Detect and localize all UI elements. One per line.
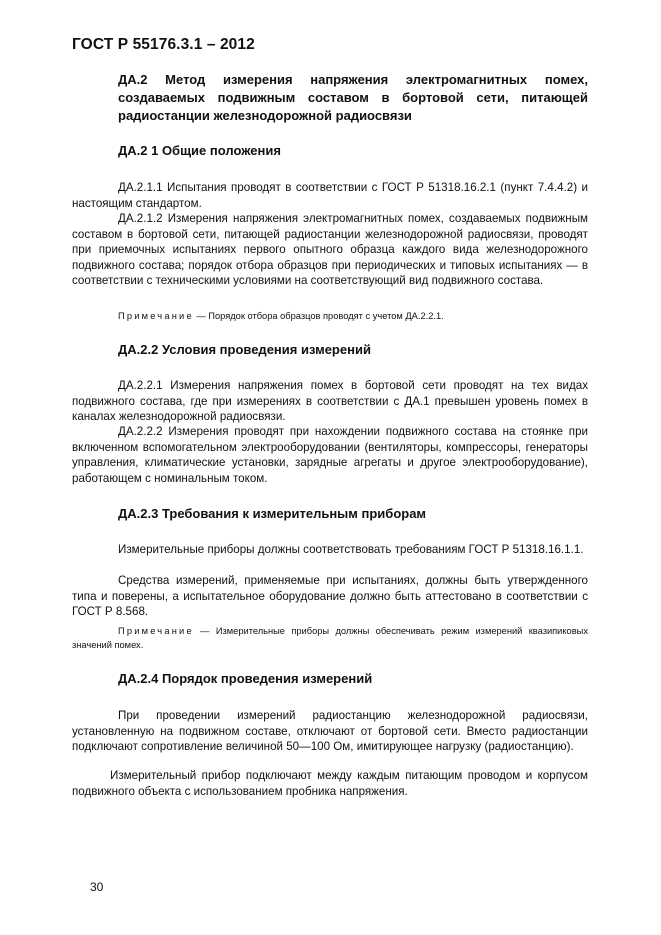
note xyxy=(72,624,588,652)
section-title: ДА.2 Метод измерения напряжения электромагнитных помех, создаваемых подвижным составом в бортовой сети, питающей радиостанции железнодорожной радиосвязи xyxy=(118,72,588,123)
note xyxy=(72,309,588,323)
subsection-title: ДА.2 1 Общие положения xyxy=(118,143,281,158)
note-label: Примечание xyxy=(118,311,194,321)
paragraph: ДА.2.1.2 Измерения напряжения электромагнитных помех, создаваемых подвижным составом в бортовой сети, питающей радиостанции железнодорожной радиосвязи, проводят при приемочных испытаниях первого опытного образца каждого вида железнодорожного подвижного состава; порядок отбора образцов при периодических и типовых испытаниях — в соответствии с техническими условиями на соответствующий вид подвижного состава. xyxy=(72,212,588,288)
page-number: 30 xyxy=(90,880,104,894)
paragraph: Средства измерений, применяемые при испытаниях, должны быть утвержденного типа и поверены, а испытательное оборудование должно быть аттестовано в соответствии с ГОСТ Р 8.568. xyxy=(72,574,588,619)
paragraph: ДА.2.2.2 Измерения проводят при нахождении подвижного состава на стоянке при включенном вспомогательном электрооборудовании (вентиляторы, компрессоры, генераторы управления, климатические установки, зарядные агрегаты и другое электрооборудование), работающем с номинальным током. xyxy=(72,425,588,485)
paragraph: ДА.2.1.1 Испытания проводят в соответствии с ГОСТ Р 51318.16.2.1 (пункт 7.4.4.2) и настоящим стандартом. xyxy=(72,181,588,210)
subsection-title: ДА.2.2 Условия проведения измерений xyxy=(118,342,371,357)
subsection-title: ДА.2.4 Порядок проведения измерений xyxy=(118,671,373,686)
note-text: — Измерительные приборы должны обеспечивать режим измерений квазипиковых значений помех. xyxy=(72,626,588,650)
note-text: — Порядок отбора образцов проводят с учетом ДА.2.2.1. xyxy=(193,311,444,321)
subsection-title: ДА.2.3 Требования к измерительным приборам xyxy=(118,506,427,521)
paragraph: Измерительный прибор подключают между каждым питающим проводом и корпусом подвижного объекта с использованием пробника напряжения. xyxy=(72,769,588,798)
paragraph: Измерительные приборы должны соответствовать требованиям ГОСТ Р 51318.16.1.1. xyxy=(118,543,584,556)
paragraph: При проведении измерений радиостанцию железнодорожной радиосвязи, установленную на подвижном составе, отключают от бортовой сети. Вместо радиостанции подключают сопротивление величиной 50—100 Ом, имитирующее нагрузку (радиостанцию). xyxy=(72,709,588,754)
document-header: ГОСТ Р 55176.3.1 – 2012 xyxy=(72,36,255,53)
note-label: Примечание xyxy=(118,626,194,636)
paragraph: ДА.2.2.1 Измерения напряжения помех в бортовой сети проводят на тех видах подвижного состава, где при измерениях в соответствии с ДА.1 превышен уровень помех в каналах железнодорожной радиосвязи. xyxy=(72,379,588,424)
